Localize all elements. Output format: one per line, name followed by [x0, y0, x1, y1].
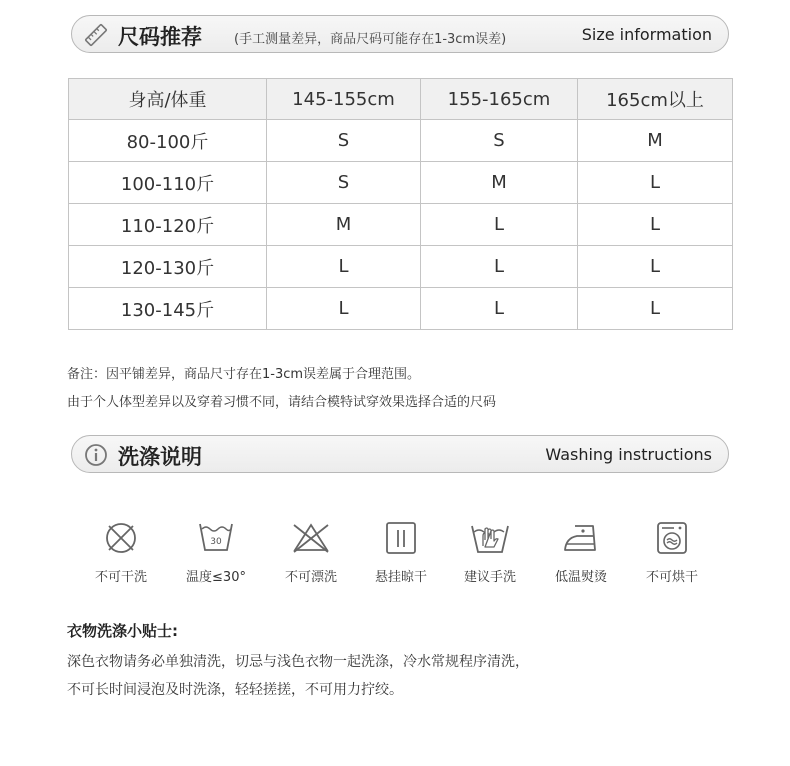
wash-item-wash-30: [176, 518, 256, 585]
row-weight: 130-145斤: [69, 288, 267, 330]
low-iron-icon: [561, 518, 601, 558]
wash-label: 低温熨烫: [554, 570, 607, 585]
table-row: [69, 204, 733, 246]
size-table: [68, 78, 733, 330]
no-dry-clean-icon: [101, 518, 141, 558]
size-cell: S: [267, 120, 421, 162]
hang-dry-icon: [381, 518, 421, 558]
wash-label: 悬挂晾干: [374, 570, 427, 585]
wash-label: 建议手洗: [463, 570, 516, 585]
table-row: [69, 246, 733, 288]
column-header: 145-155cm: [267, 79, 421, 120]
wash-label: 不可漂洗: [284, 570, 337, 585]
ruler-icon: [84, 23, 108, 47]
size-cell: L: [267, 246, 421, 288]
table-corner-cell: 身高/体重: [69, 79, 267, 120]
washing-tips-title: 衣物洗涤小贴士:: [67, 622, 178, 640]
size-note: 由于个人体型差异以及穿着习惯不同，请结合模特试穿效果选择合适的尺码: [67, 395, 497, 410]
table-row: [69, 162, 733, 204]
wash-item-hand-wash: [450, 518, 530, 585]
size-cell: L: [578, 162, 733, 204]
wash-item-hang-dry: [361, 518, 441, 585]
wash-temp-badge: 30: [210, 537, 222, 547]
table-row: [69, 120, 733, 162]
wash-item-no-tumble-dry: [632, 518, 712, 585]
washing-tip-line: 深色衣物请务必单独清洗，切忌与浅色衣物一起洗涤，冷水常规程序清洗，: [67, 654, 529, 670]
size-cell: L: [578, 204, 733, 246]
washing-tip-line: 不可长时间浸泡及时洗涤，轻轻搓搓，不可用力拧绞。: [67, 682, 403, 698]
washing-title: 洗涤说明: [118, 445, 202, 469]
row-weight: 80-100斤: [69, 120, 267, 162]
no-tumble-dry-icon: [652, 518, 692, 558]
wash-label: 不可烘干: [645, 570, 698, 585]
no-bleach-icon: [291, 518, 331, 558]
wash-label: 不可干洗: [94, 570, 147, 585]
size-cell: L: [267, 288, 421, 330]
size-cell: L: [421, 204, 578, 246]
wash-30-icon: [196, 518, 236, 558]
table-row: [69, 288, 733, 330]
row-weight: 110-120斤: [69, 204, 267, 246]
size-title: 尺码推荐: [118, 25, 202, 49]
wash-item-no-dry-clean: [81, 518, 161, 585]
size-note: 备注：因平铺差异，商品尺寸存在1-3cm误差属于合理范围。: [67, 367, 421, 382]
size-cell: L: [578, 246, 733, 288]
size-cell: L: [578, 288, 733, 330]
row-weight: 120-130斤: [69, 246, 267, 288]
column-header: 165cm以上: [578, 79, 733, 120]
hand-wash-icon: [470, 518, 510, 558]
washing-title-english: Washing instructions: [545, 445, 712, 464]
size-title-english: Size information: [581, 25, 712, 44]
wash-label: 温度≤30°: [186, 570, 246, 585]
size-table-header-row: [69, 79, 733, 120]
size-subtitle: (手工测量差异，商品尺码可能存在1-3cm误差): [234, 32, 507, 47]
row-weight: 100-110斤: [69, 162, 267, 204]
wash-item-no-bleach: [271, 518, 351, 585]
size-cell: S: [421, 120, 578, 162]
size-cell: S: [267, 162, 421, 204]
info-icon: [84, 443, 108, 467]
size-cell: L: [421, 288, 578, 330]
wash-item-low-iron: [541, 518, 621, 585]
size-info-header: [71, 15, 729, 53]
washing-header: [71, 435, 729, 473]
size-cell: M: [578, 120, 733, 162]
size-cell: M: [421, 162, 578, 204]
size-cell: L: [421, 246, 578, 288]
column-header: 155-165cm: [421, 79, 578, 120]
size-cell: M: [267, 204, 421, 246]
